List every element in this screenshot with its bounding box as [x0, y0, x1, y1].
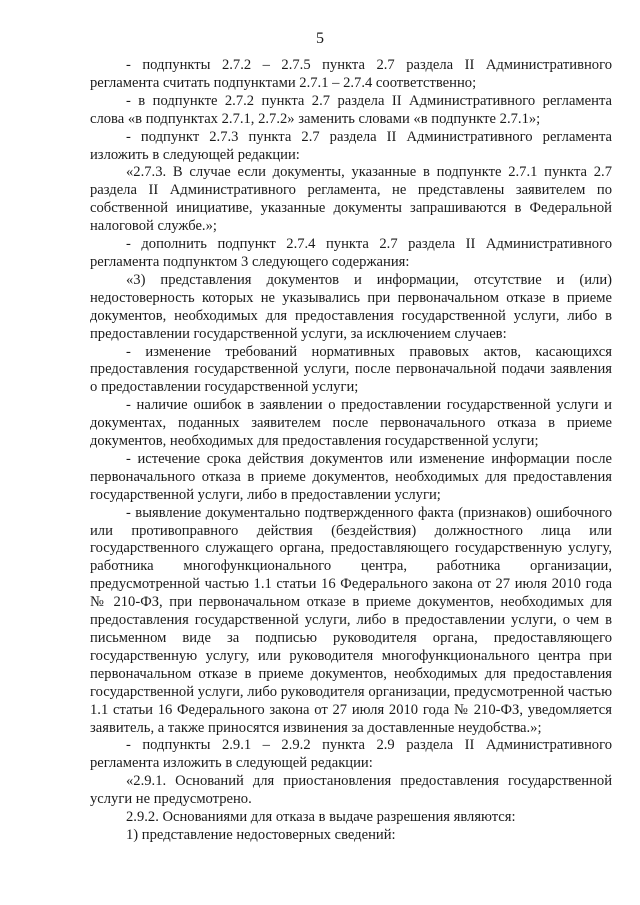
paragraph: - выявление документально подтвержденного факта (признаков) ошибочного или противоправного действия (бездействия) должностного лица или государственного служащего органа, предоставляющего государственную услугу, работника многофункционального центра, работника организации, предусмотренной частью 1.1 статьи 16 Федерального закона от 27 июля 2010 года № 210-ФЗ, при первоначальном отказе в приеме документов, необходимых для предоставления государственной услуги, либо в предоставлении услуги, о чем в письменном виде за подписью руководителя органа, предоставляющего государственную услугу, или руководителя многофункционального центра при первоначальном отказе в приеме документов, необходимых для предоставления государственной услуги, либо руководителя организации, предусмотренной частью 1.1 статьи 16 Федерального закона от 27 июля 2010 года № 210-ФЗ, уведомляется заявитель, а также приносятся извинения за доставленные неудобства.»;	[90, 504, 612, 736]
paragraph: - истечение срока действия документов или изменение информации после первоначального отказа в приеме документов, необходимых для предоставления государственной услуги, либо в предоставлении услуги;	[90, 450, 612, 503]
paragraph: - изменение требований нормативных правовых актов, касающихся предоставления государственной услуги, после первоначальной подачи заявления о предоставлении государственной услуги;	[90, 343, 612, 396]
paragraph: 1) представление недостоверных сведений:	[126, 826, 396, 843]
page-number: 5	[316, 30, 324, 47]
paragraph: - наличие ошибок в заявлении о предоставлении государственной услуги и документах, поданных заявителем после первоначального отказа в приеме документов, необходимых для предоставления государственной услуги;	[90, 397, 612, 450]
paragraph: - дополнить подпункт 2.7.4 пункта 2.7 раздела II Административного регламента подпунктом 3 следующего содержания:	[90, 236, 612, 270]
paragraph: - подпункты 2.7.2 – 2.7.5 пункта 2.7 раздела II Административного регламента считать подпунктами 2.7.1 – 2.7.4 соответственно;	[90, 57, 612, 91]
paragraph: «2.9.1. Оснований для приостановления предоставления государственной услуги не предусмотрено.	[90, 773, 612, 808]
paragraph: «3) представления документов и информации, отсутствие и (или) недостоверность которых не указывались при первоначальном отказе в приеме документов, необходимых для предоставления государственной услуги, либо в предоставлении государственной услуги, за исключением случаев:	[90, 271, 612, 342]
paragraph: - в подпункте 2.7.2 пункта 2.7 раздела II Административного регламента слова «в подпунктах 2.7.1, 2.7.2» заменить словами «в подпункте 2.7.1»;	[90, 92, 612, 127]
paragraph: 2.9.2. Основаниями для отказа в выдаче разрешения являются:	[126, 809, 516, 826]
paragraph: - подпункт 2.7.3 пункта 2.7 раздела II Административного регламента изложить в следующей редакции:	[90, 128, 612, 163]
paragraph: - подпункты 2.9.1 – 2.9.2 пункта 2.9 раздела II Административного регламента изложить в следующей редакции:	[90, 737, 612, 772]
paragraph: «2.7.3. В случае если документы, указанные в подпункте 2.7.1 пункта 2.7 раздела II Административного регламента, не представлены заявителем по собственной инициативе, указанные документы запрашиваются в Федеральной налоговой службе.»;	[90, 164, 612, 235]
document-body	[90, 57, 612, 845]
